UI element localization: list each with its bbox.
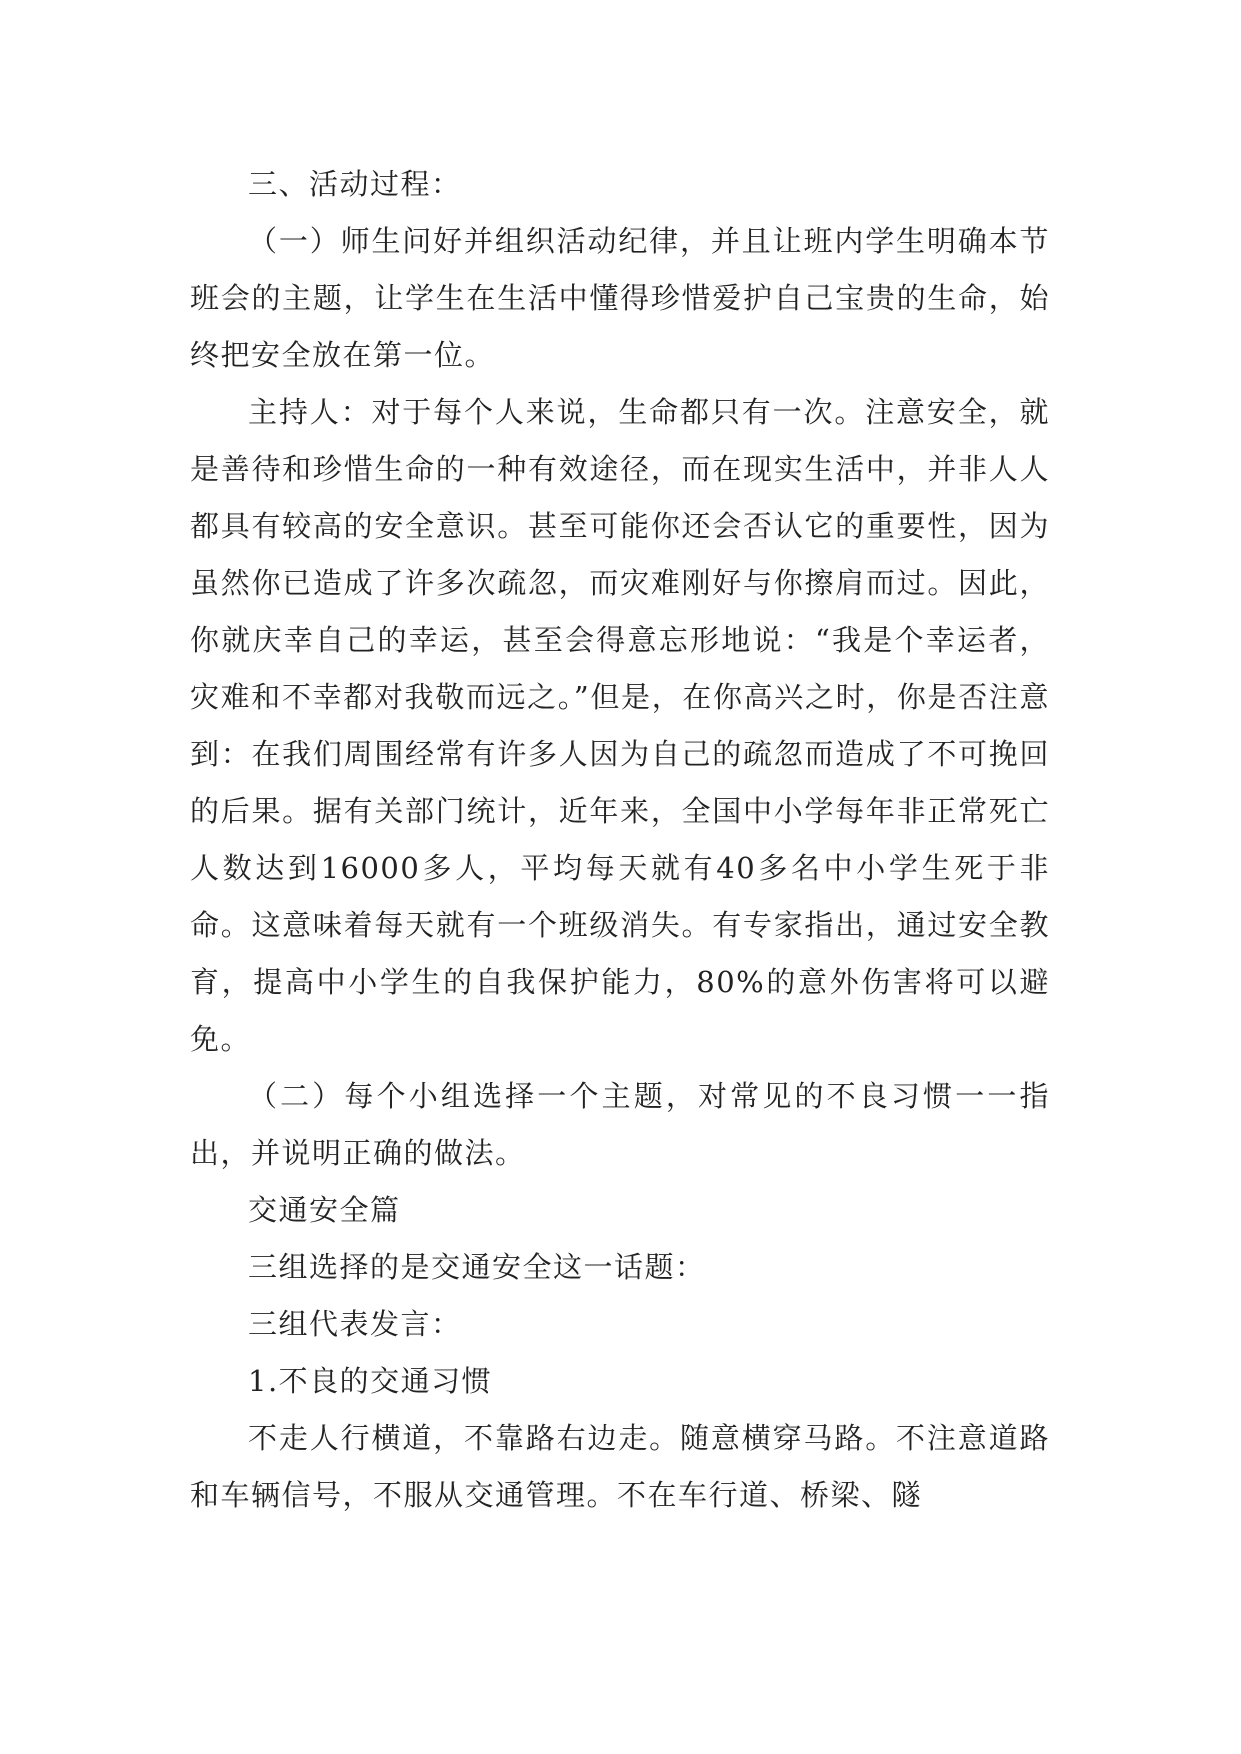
list-item-bad-habits: 1.不良的交通习惯: [248, 1364, 493, 1398]
document-page: [190, 156, 1050, 1524]
paragraph-group-task: （二）每个小组选择一个主题，对常见的不良习惯一一指出，并说明正确的做法。: [190, 1079, 1050, 1170]
subheading-traffic-safety: 交通安全篇: [248, 1193, 401, 1227]
section-heading: 三、活动过程：: [248, 167, 462, 201]
paragraph-intro: （一）师生问好并组织活动纪律，并且让班内学生明确本节班会的主题，让学生在生活中懂得珍惜爱护自己宝贵的生命，始终把安全放在第一位。: [190, 224, 1050, 372]
paragraph-group-representative: 三组代表发言：: [248, 1307, 462, 1341]
paragraph-bad-habits-detail: 不走人行横道，不靠路右边走。随意横穿马路。不注意道路和车辆信号，不服从交通管理。不在车行道、桥梁、隧: [190, 1421, 1050, 1512]
paragraph-group-topic: 三组选择的是交通安全这一话题：: [248, 1250, 706, 1284]
paragraph-host-speech: 主持人：对于每个人来说，生命都只有一次。注意安全，就是善待和珍惜生命的一种有效途径，而在现实生活中，并非人人都具有较高的安全意识。甚至可能你还会否认它的重要性，因为虽然你已造成了许多次疏忽，而灾难刚好与你擦肩而过。因此，你就庆幸自己的幸运，甚至会得意忘形地说：“我是个幸运者，灾难和不幸都对我敬而远之。”但是，在你高兴之时，你是否注意到：在我们周围经常有许多人因为自己的疏忽而造成了不可挽回的后果。据有关部门统计，近年来，全国中小学每年非正常死亡人数达到16000多人，平均每天就有40多名中小学生死于非命。这意味着每天就有一个班级消失。有专家指出，通过安全教育，提高中小学生的自我保护能力，80%的意外伤害将可以避免。: [190, 395, 1050, 1056]
